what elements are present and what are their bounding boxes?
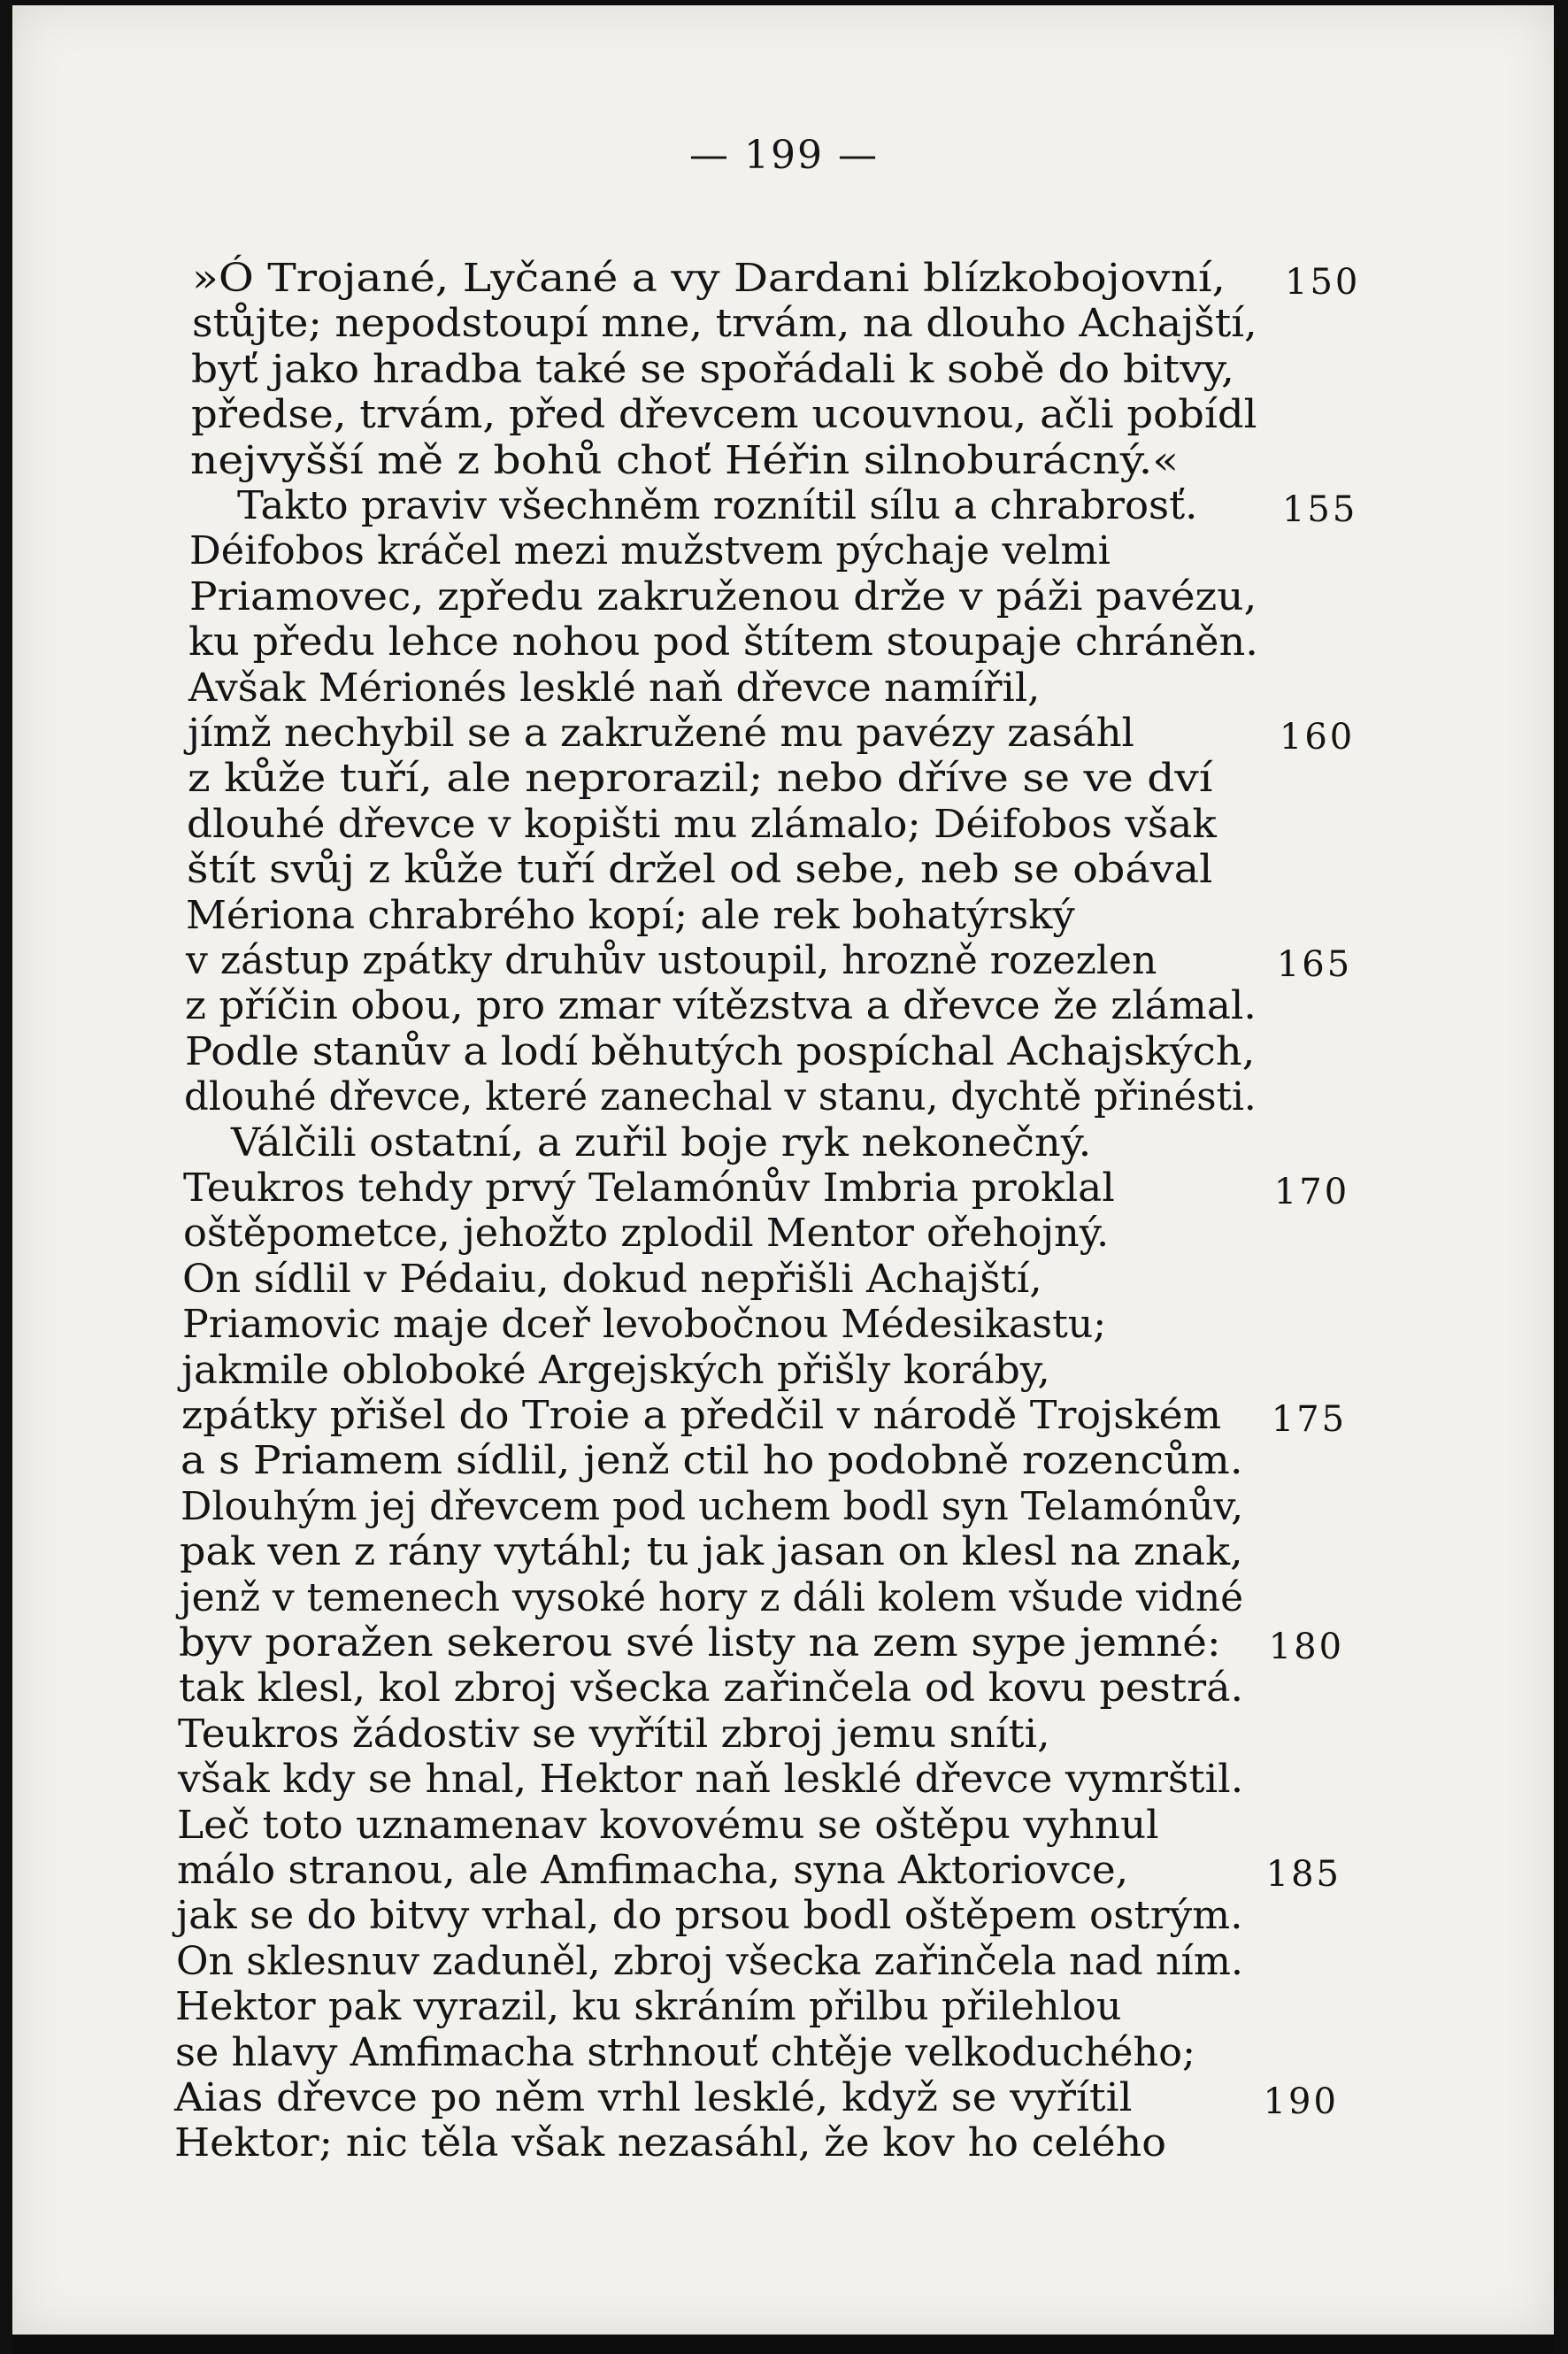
poem-line: Teukros žádostiv se vyřítil zbroj jemu sníti, xyxy=(178,1711,1050,1757)
poem-line: Takto praviv všechněm roznítil sílu a chrabrosť. xyxy=(236,483,1197,528)
line-number: 175 xyxy=(1271,1399,1348,1440)
poem-line: pak ven z rány vytáhl; tu jak jasan on klesl na znak, xyxy=(180,1529,1243,1575)
poem-line: Leč toto uznamenav kovovému se oštěpu vyhnul xyxy=(177,1802,1160,1848)
poem-line: Déifobos kráčel mezi mužstvem pýchaje velmi xyxy=(189,528,1111,574)
poem-line: Válčili ostatní, a zuřil boje ryk nekonečný. xyxy=(230,1119,1092,1165)
poem-line: jak se do bitvy vrhal, do prsou bodl oštěpem ostrým. xyxy=(176,1893,1243,1939)
poem-line: jenž v temenech vysoké hory z dáli kolem všude vidné xyxy=(179,1574,1243,1620)
poem-line: dlouhé dřevce, které zanechal v stanu, dychtě přinésti. xyxy=(184,1074,1257,1120)
poem-line: zpátky přišel do Troie a předčil v národě Trojském xyxy=(181,1393,1221,1438)
poem-line: Hektor pak vyrazil, ku skráním přilbu přilehlou xyxy=(175,1984,1123,2030)
poem-line: ku předu lehce nohou pod štítem stoupaje chráněn. xyxy=(188,619,1259,665)
poem-line: Dlouhým jej dřevcem pod uchem bodl syn Telamónův, xyxy=(180,1483,1244,1529)
poem-line: a s Priamem sídlil, jenž ctil ho podobně rozencům. xyxy=(181,1438,1244,1484)
poem-line: Aias dřevce po něm vrhl lesklé, když se vyřítil xyxy=(174,2075,1133,2120)
poem-line: On sklesnuv zaduněl, zbroj všecka zařinčela nad ním. xyxy=(175,1938,1244,1984)
poem-line: Hektor; nic těla však nezasáhl, že kov ho celého xyxy=(174,2120,1167,2166)
poem-line: dlouhé dřevce v kopišti mu zlámalo; Déifobos však xyxy=(187,801,1217,847)
poem-line: Teukros tehdy prvý Telamónův Imbria proklal xyxy=(183,1165,1116,1211)
line-number: 180 xyxy=(1268,1627,1345,1667)
poem-line: Priamovic maje dceř levobočnou Médesikastu; xyxy=(181,1302,1106,1348)
line-number: 150 xyxy=(1285,262,1361,303)
poem-line: Priamovec, zpředu zakruženou drže v páži pavézu, xyxy=(188,573,1257,619)
poem-line: jímž nechybil se a zakružené mu pavézy zasáhl xyxy=(188,711,1135,756)
poem-line: se hlavy Amfimacha strhnouť chtěje velkoduchého; xyxy=(174,2029,1195,2075)
line-number: 160 xyxy=(1279,717,1356,758)
line-number: 190 xyxy=(1263,2081,1339,2122)
poem-line: štít svůj z kůže tuří držel od sebe, neb se obával xyxy=(186,847,1213,893)
poem-line: Mériona chrabrého kopí; ale rek bohatýrský xyxy=(186,892,1075,938)
poem-line: On sídlil v Pédaiu, dokud nepřišli Achajští, xyxy=(182,1256,1042,1302)
line-number: 155 xyxy=(1281,489,1358,530)
poem-line: z příčin obou, pro zmar vítězstva a dřevce že zlámal. xyxy=(185,983,1257,1029)
poem-line: Avšak Mérionés lesklé naň dřevce namířil, xyxy=(188,665,1041,711)
poem-line: z kůže tuří, ale neprorazil; nebo dříve se ve dví xyxy=(187,756,1213,802)
poem-line: však kdy se hnal, Hektor naň lesklé dřevce vymrštil. xyxy=(177,1757,1244,1803)
page-number-header: — 199 — xyxy=(689,133,879,178)
poem-line: tak klesl, kol zbroj všecka zařinčela od kovu pestrá. xyxy=(178,1665,1243,1712)
poem-line: Podle stanův a lodí běhutých pospíchal Achajských, xyxy=(184,1028,1256,1074)
poem-line: nejvyšší mě z bohů choť Héřin silnoburácný.« xyxy=(190,437,1180,483)
poem-line: byv poražen sekerou své listy na zem sype jemné: xyxy=(179,1620,1221,1665)
poem-line: předse, trvám, před dřevcem ucouvnou, ačli pobídl xyxy=(190,392,1257,438)
line-number: 170 xyxy=(1273,1172,1350,1212)
line-number: 165 xyxy=(1276,944,1353,985)
poem-line: stůjte; nepodstoupí mne, trvám, na dlouho Achajští, xyxy=(191,301,1257,347)
poem-line: oštěpometce, jehožto zplodil Mentor ořehojný. xyxy=(182,1211,1109,1257)
poem-line: jakmile obloboké Argejských přišly koráby, xyxy=(181,1347,1051,1393)
poem-line: »Ó Trojané, Lyčané a vy Dardani blízkobojovní, xyxy=(192,256,1226,301)
poem-line: v zástup zpátky druhův ustoupil, hrozně rozezlen xyxy=(185,938,1157,983)
line-number: 185 xyxy=(1265,1854,1342,1895)
poem-line: málo stranou, ale Amfimacha, syna Aktoriovce, xyxy=(176,1848,1128,1893)
poem-line: byť jako hradba také se spořádali k sobě do bitvy, xyxy=(191,346,1234,392)
